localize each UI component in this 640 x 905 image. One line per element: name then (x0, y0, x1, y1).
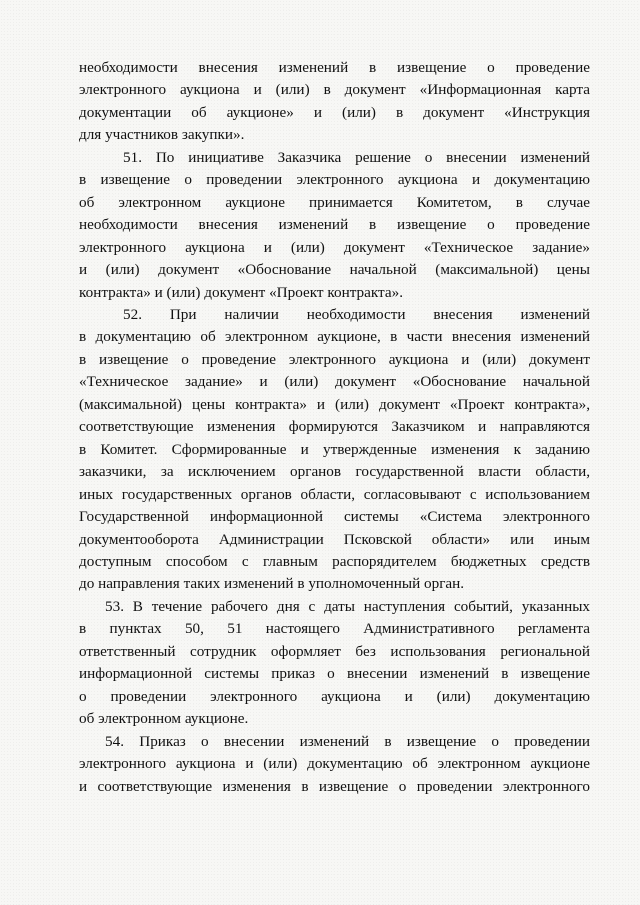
text-line: ответственный сотрудник оформляет без использования региональной (79, 642, 590, 660)
text-line: 51. По инициативе Заказчика решение о внесении изменений (123, 148, 590, 166)
paragraph-54 (79, 731, 590, 798)
text-line: для участников закупки». (79, 126, 245, 144)
text-line: и (или) документ «Обоснование начальной (максимальной) цены (79, 261, 590, 279)
text-line: об электронном аукционе принимается Комитетом, в случае (79, 193, 590, 211)
text-line: и соответствующие изменения в извещение о проведении электронного (79, 777, 590, 795)
text-line: (максимальной) цены контракта» и (или) документ «Проект контракта», (79, 395, 590, 413)
text-line: доступным способом с главным распорядителем бюджетных средств (79, 552, 590, 570)
text-line: электронного аукциона и (или) в документ «Информационная карта (79, 81, 590, 99)
text-line: в извещение о проведении электронного аукциона и документацию (79, 171, 590, 189)
text-line: в документацию об электронном аукционе, в части внесения изменений (79, 328, 590, 346)
text-line: соответствующие изменения формируются Заказчиком и направляются (79, 418, 590, 436)
text-line: информационной системы приказ о внесении изменений в извещение (79, 665, 590, 683)
text-line: электронного аукциона и (или) документацию об электронном аукционе (79, 755, 590, 773)
text-line: документации об аукционе» и (или) в документ «Инструкция (79, 103, 590, 121)
paragraph-51 (79, 147, 590, 304)
paragraph-53 (79, 596, 590, 731)
text-line: о проведении электронного аукциона и (или) документацию (79, 687, 590, 705)
text-line: в извещение о проведение электронного аукциона и (или) документ (79, 350, 590, 368)
text-line: необходимости внесения изменений в извещение о проведение (79, 216, 590, 234)
text-line: документооборота Администрации Псковской области» или иным (79, 530, 590, 548)
text-line: 54. Приказ о внесении изменений в извещение о проведении (105, 732, 590, 750)
text-line: «Техническое задание» и (или) документ «Обоснование начальной (79, 373, 590, 391)
text-line: 52. При наличии необходимости внесения изменений (123, 305, 590, 323)
text-line: необходимости внесения изменений в извещение о проведение (79, 59, 590, 76)
text-line: в Комитет. Сформированные и утвержденные изменения к заданию (79, 440, 590, 458)
text-line: электронного аукциона и (или) документ «Техническое задание» (79, 238, 590, 256)
text-line: до направления таких изменений в уполномоченный орган. (79, 575, 465, 593)
paragraph-52 (79, 304, 590, 596)
text-line: 53. В течение рабочего дня с даты наступления событий, указанных (105, 597, 590, 615)
text-line: иных государственных органов области, согласовывают с использованием (79, 485, 590, 503)
text-line: в пунктах 50, 51 настоящего Административного регламента (79, 620, 590, 638)
document-body (79, 57, 590, 798)
text-line: заказчики, за исключением органов государственной власти области, (79, 463, 590, 481)
text-line: об электронном аукционе. (79, 710, 249, 728)
text-line: контракта» и (или) документ «Проект контракта». (79, 283, 403, 301)
paragraph-continuation (79, 57, 590, 147)
text-line: Государственной информационной системы «Система электронного (79, 508, 590, 526)
